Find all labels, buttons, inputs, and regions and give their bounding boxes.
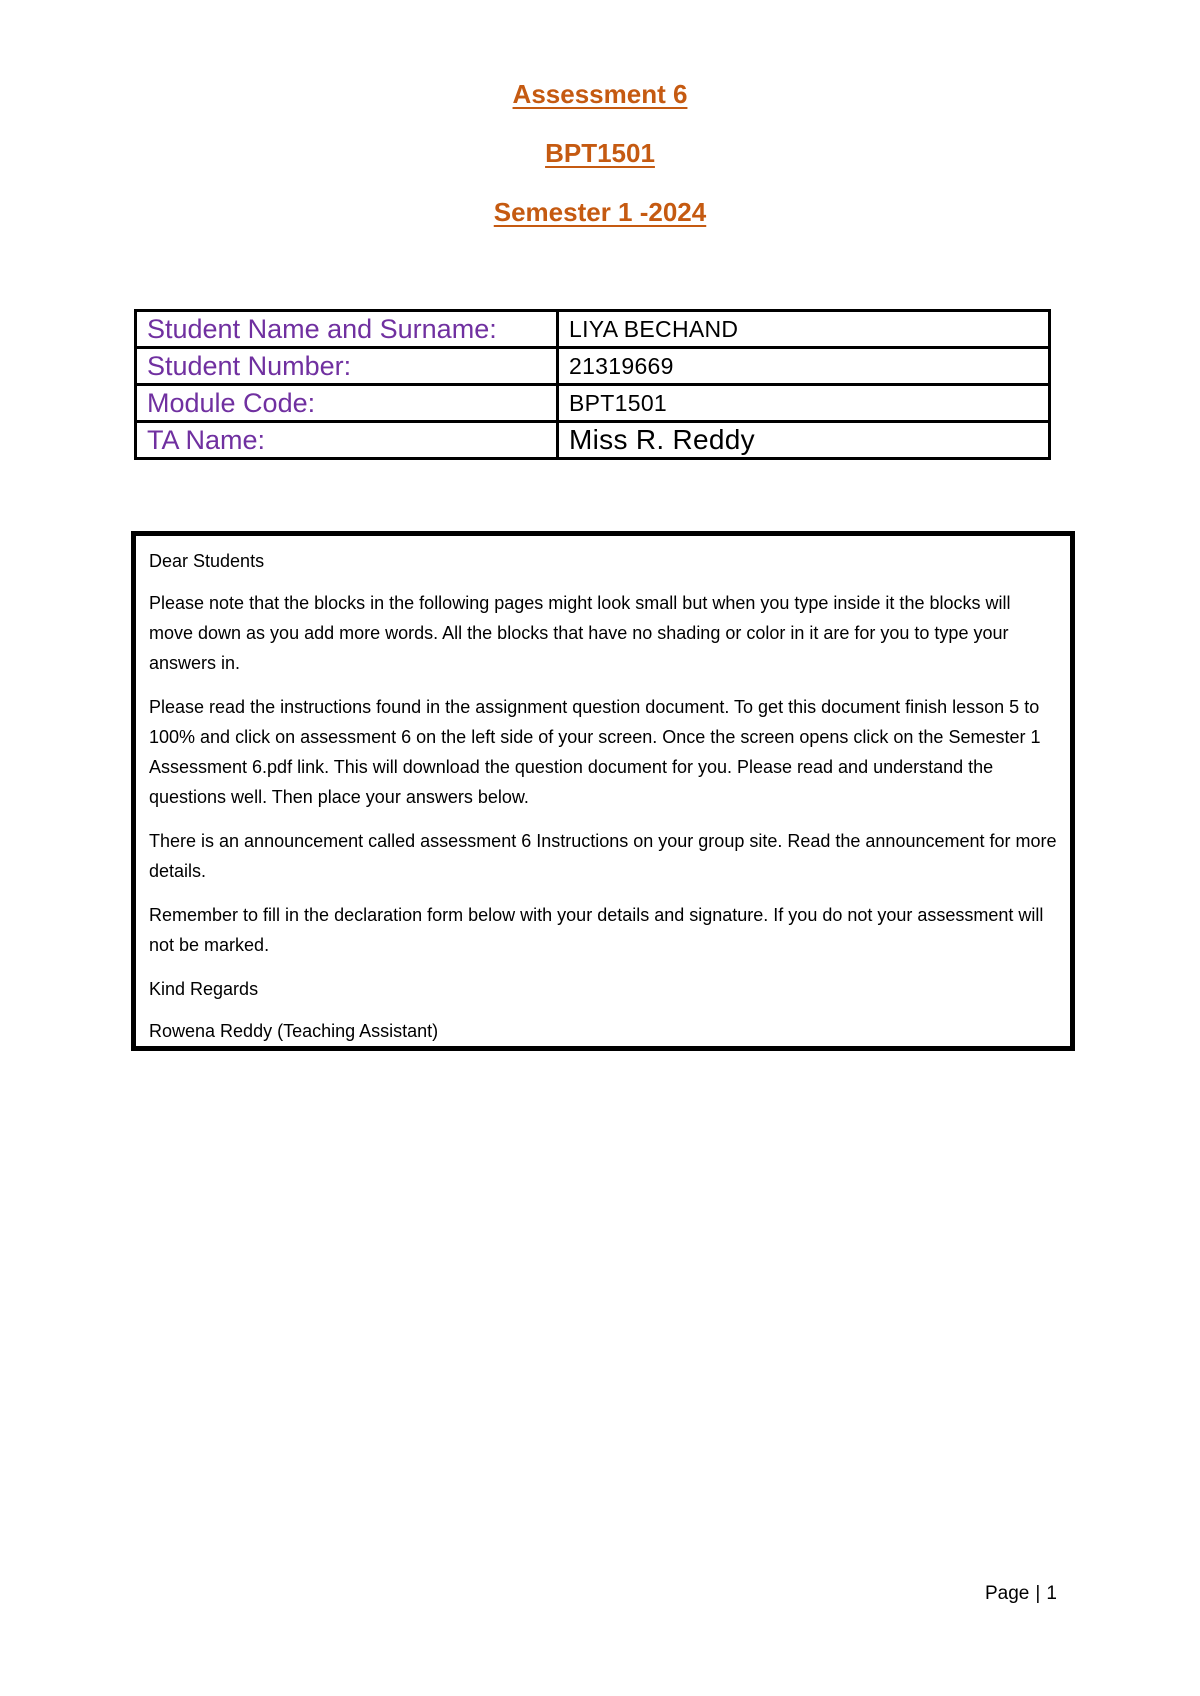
- student-number-row: [136, 348, 1050, 385]
- ta-name-row: [136, 422, 1050, 459]
- notice-paragraph-declaration: Remember to fill in the declaration form below with your details and signature. If you do not your assessment will not be marked.: [149, 905, 1044, 955]
- module-code-row: [136, 385, 1050, 422]
- ta-name-value[interactable]: Miss R. Reddy: [558, 422, 1050, 459]
- student-name-label: Student Name and Surname:: [136, 311, 558, 348]
- notice-paragraph-instructions: Please read the instructions found in the assignment question document. To get this document finish lesson 5 to 100% and click on assessment 6 on the left side of your screen. Once the screen opens click on the Semester 1 Assessment 6.pdf link. This will download the question document for you. Please read and understand the questions well. Then place your answers below.: [149, 697, 1041, 807]
- student-number-value[interactable]: 21319669: [558, 348, 1050, 385]
- instructions-notice-box: [131, 531, 1075, 1051]
- module-code-heading: BPT1501: [545, 138, 655, 168]
- ta-name-label: TA Name:: [136, 422, 558, 459]
- module-code-value[interactable]: BPT1501: [558, 385, 1050, 422]
- page-label: Page: [985, 1583, 1030, 1604]
- student-name-row: [136, 311, 1050, 348]
- notice-greeting: Dear Students: [149, 551, 265, 571]
- page-number: 1: [1046, 1583, 1057, 1604]
- notice-paragraph-announcement: There is an announcement called assessment 6 Instructions on your group site. Read the announcement for more details.: [149, 831, 1057, 881]
- notice-closing: Kind Regards: [149, 979, 259, 999]
- document-title: Assessment 6: [512, 79, 688, 109]
- student-number-label: Student Number:: [136, 348, 558, 385]
- notice-paragraph-blocks: Please note that the blocks in the following pages might look small but when you type inside it the blocks will move down as you add more words. All the blocks that have no shading or color in it are for you to type your answers in.: [149, 593, 1011, 673]
- student-info-table: [134, 309, 1051, 460]
- page-footer: [985, 1582, 1057, 1606]
- page-separator: |: [1035, 1583, 1041, 1604]
- semester-heading: Semester 1 -2024: [493, 197, 707, 227]
- notice-signature: Rowena Reddy (Teaching Assistant): [149, 1021, 439, 1041]
- module-code-label: Module Code:: [136, 385, 558, 422]
- student-name-value[interactable]: LIYA BECHAND: [558, 311, 1050, 348]
